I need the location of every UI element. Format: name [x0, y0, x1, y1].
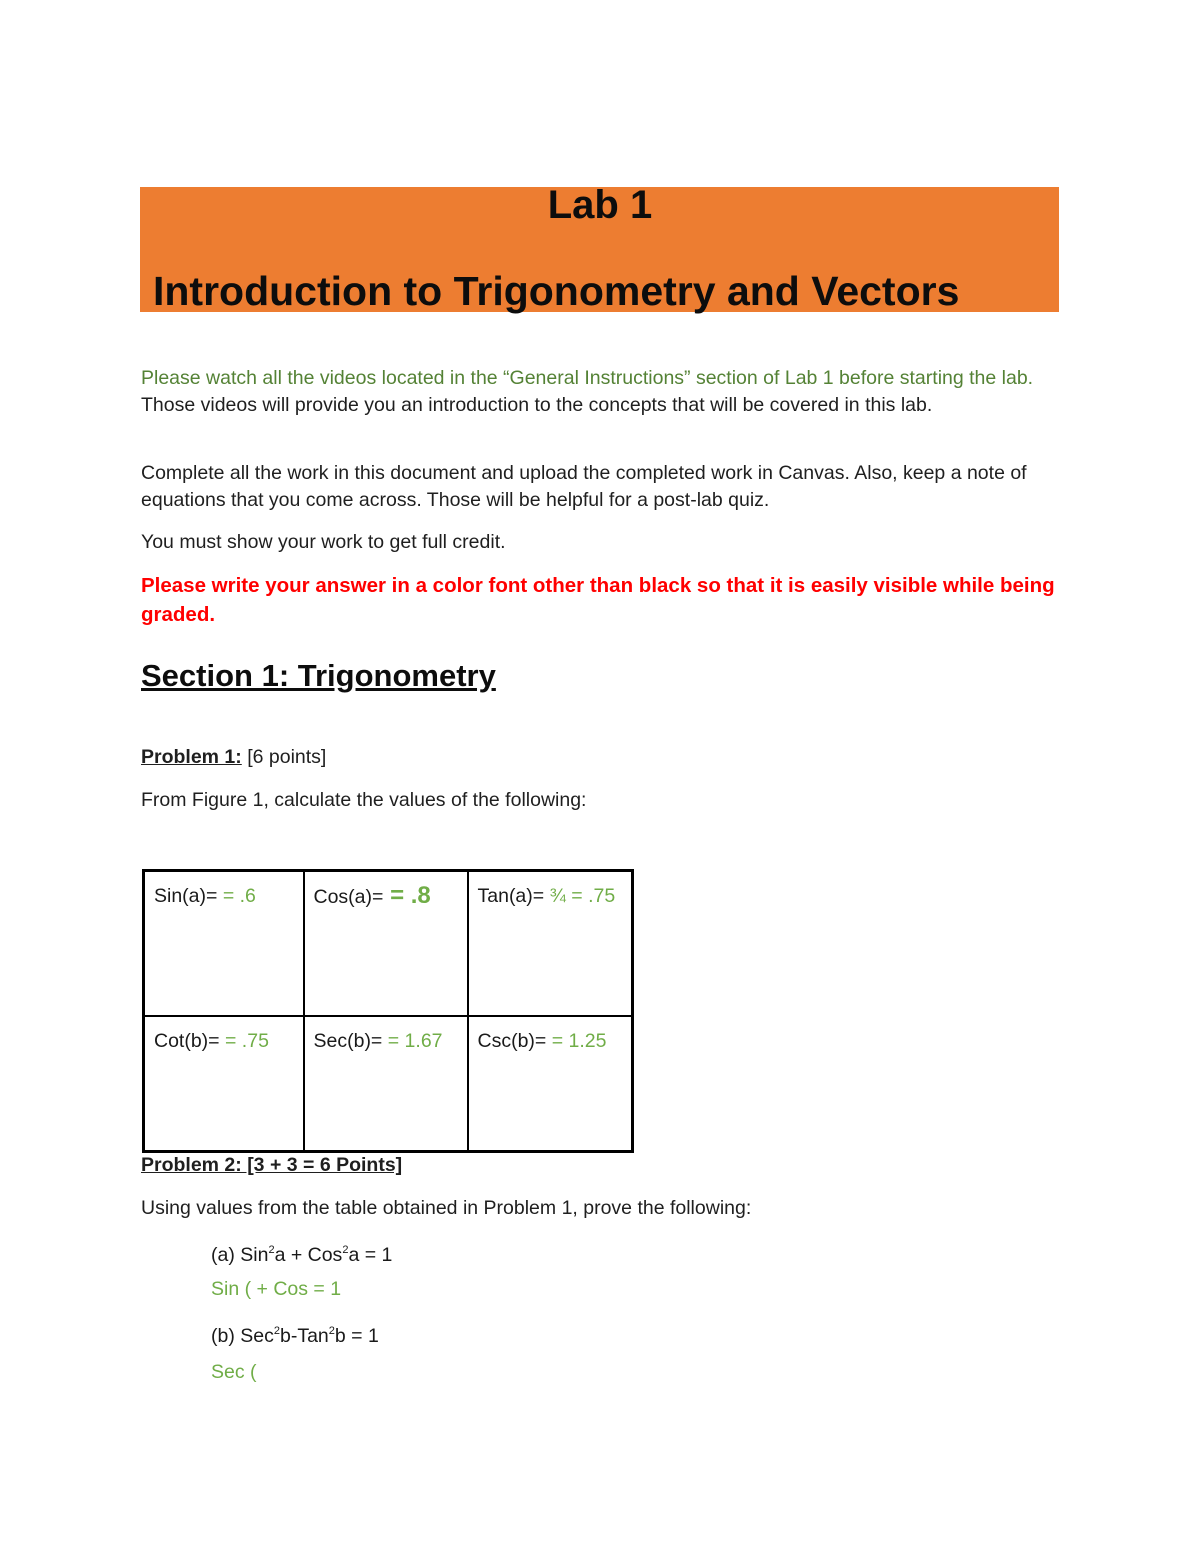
- cell-label: Tan(a)=: [477, 885, 545, 907]
- cell-answer: ¾ = .75: [544, 885, 616, 907]
- problem-1-points: [6 points]: [241, 746, 327, 768]
- show-work-paragraph: You must show your work to get full credit.: [141, 531, 506, 553]
- table-row: [144, 1016, 633, 1152]
- color-font-warning: Please write your answer in a color font other than black so that it is easily visible while being graded.: [141, 574, 1055, 626]
- problem-1-label: Problem 1:: [141, 746, 242, 768]
- cell-label: Csc(b)=: [477, 1029, 547, 1052]
- identity-b: (b) Sec$^2$b-Tan$^2$b = 1: [211, 1325, 379, 1347]
- problem-2-label: Problem 2: [3 + 3 = 6 Points]: [141, 1154, 403, 1176]
- intro-rest-text: Those videos will provide you an introduction to the concepts that will be covered in this lab.: [141, 394, 933, 416]
- cell-answer: = 1.67: [382, 1029, 443, 1052]
- identity-a-answer[interactable]: Sin ( + Cos = 1: [211, 1278, 342, 1300]
- sin-a-cell[interactable]: [144, 871, 304, 1016]
- cell-label: Cot(b)=: [154, 1029, 220, 1052]
- cell-answer: = .75: [219, 1029, 269, 1052]
- identity-a: (a) Sin$^2$a + Cos$^2$a = 1: [211, 1244, 393, 1266]
- intro-green-text: Please watch all the videos located in the “General Instructions” section of Lab 1 before starting the lab.: [141, 367, 1034, 389]
- tan-a-cell[interactable]: [468, 871, 633, 1016]
- intro-paragraph: [141, 365, 1061, 419]
- problem-2-instruction: Using values from the table obtained in Problem 1, prove the following:: [141, 1197, 752, 1219]
- table-row: [144, 871, 633, 1016]
- problem-1-heading: [141, 745, 326, 769]
- sec-b-cell[interactable]: [304, 1016, 468, 1152]
- lab-main-title: Introduction to Trigonometry and Vectors: [153, 268, 960, 314]
- section-1-title: Section 1: Trigonometry: [141, 658, 496, 693]
- cell-answer: = .6: [217, 885, 256, 907]
- cell-label: Cos(a)=: [313, 886, 384, 908]
- trig-values-table: [142, 869, 634, 1153]
- cos-a-cell[interactable]: [304, 871, 468, 1016]
- cot-b-cell[interactable]: [144, 1016, 304, 1152]
- cell-answer: = 1.25: [546, 1029, 607, 1052]
- lab-number-title: Lab 1: [547, 183, 653, 227]
- problem-1-instruction: From Figure 1, calculate the values of the following:: [141, 789, 587, 811]
- cell-label: Sec(b)=: [313, 1029, 383, 1052]
- cell-answer: = .8: [383, 882, 431, 909]
- identity-b-answer[interactable]: Sec (: [211, 1361, 257, 1383]
- cell-label: Sin(a)=: [154, 885, 218, 907]
- problem-2-heading: [141, 1153, 402, 1177]
- csc-b-cell[interactable]: [468, 1016, 633, 1152]
- upload-paragraph: Complete all the work in this document and upload the completed work in Canvas. Also, keep a note of equations that you come across. Those will be helpful for a post-lab quiz.: [141, 462, 1027, 511]
